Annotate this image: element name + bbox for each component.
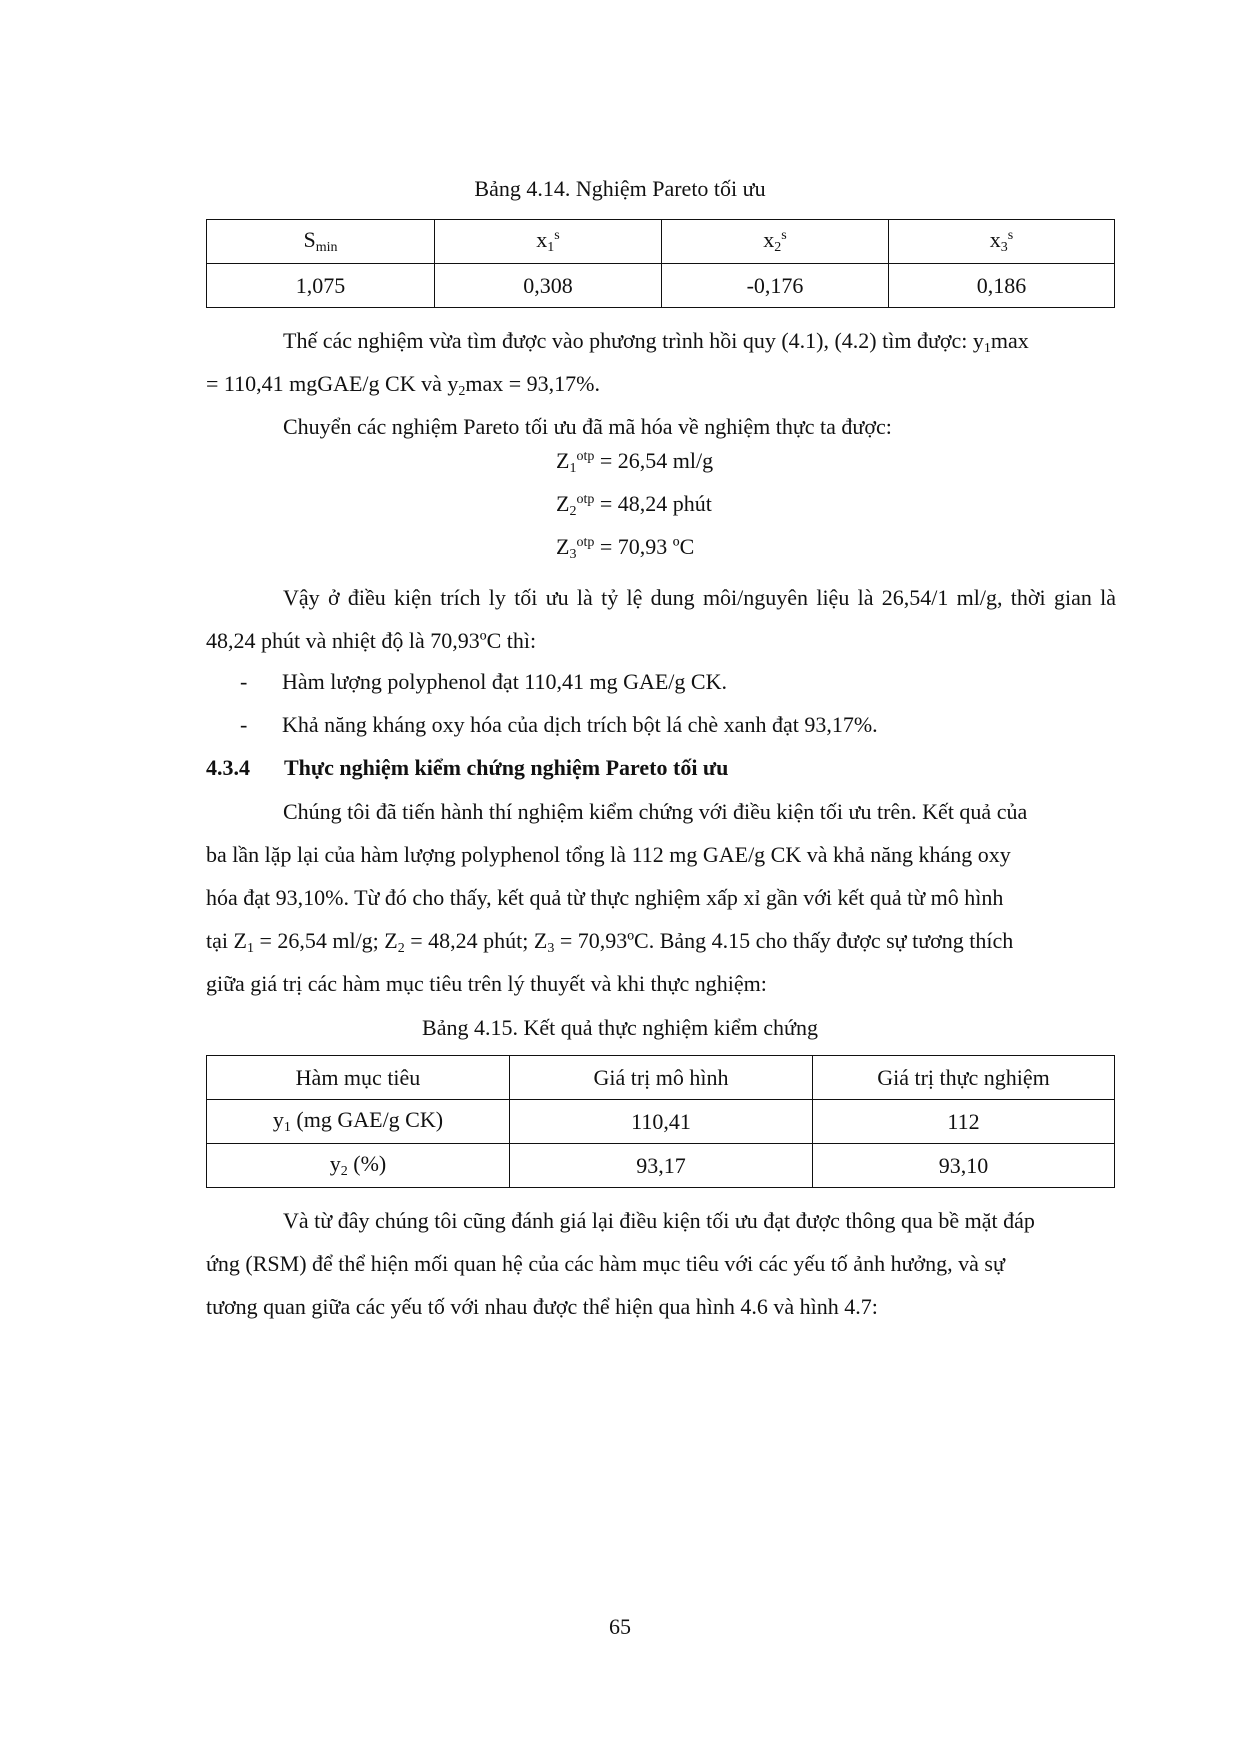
table-cell: 112	[813, 1100, 1115, 1144]
header-smin: $S_{min}$	[207, 220, 435, 264]
table-cell: -0,176	[662, 264, 889, 308]
header-x3s: $x_3^s$	[889, 220, 1115, 264]
bullet-marker: -	[240, 712, 248, 737]
table-row	[207, 1144, 1115, 1188]
table-cell: 0,308	[435, 264, 662, 308]
verification-table	[206, 1055, 1115, 1188]
table-row	[207, 1100, 1115, 1144]
para5-line: Và từ đây chúng tôi cũng đánh giá lại điều kiện tối ưu đạt được thông qua bề mặt đáp	[283, 1208, 1035, 1233]
para1-line1: Thế các nghiệm vừa tìm được vào phương trình hồi quy (4.1), (4.2) tìm được: $y_1\max$	[283, 328, 1029, 356]
table-header-row	[207, 1056, 1115, 1100]
pareto-table	[206, 219, 1115, 308]
table-cell: 110,41	[510, 1100, 813, 1144]
table-cell: 1,075	[207, 264, 435, 308]
para3: Vậy ở điều kiện trích ly tối ưu là tỷ lệ dung môi/nguyên liệu là 26,54/1 ml/g, thời gian là 48,24 phút và nhiệt độ là 70,93ºC thì:	[206, 585, 1116, 653]
para5-line: tương quan giữa các yếu tố với nhau được thể hiện qua hình 4.6 và hình 4.7:	[206, 1294, 878, 1319]
para1-line2: = 110,41 mgGAE/g CK và $y_2\max = 93,17\%$.	[206, 371, 600, 399]
equation-z2: $Z_2^{otp} = 48,24$ phút	[556, 491, 712, 519]
table-row	[207, 264, 1115, 308]
table-header-row	[207, 220, 1115, 264]
para4-line: giữa giá trị các hàm mục tiêu trên lý thuyết và khi thực nghiệm:	[206, 971, 767, 996]
section-title: Thực nghiệm kiểm chứng nghiệm Pareto tối ưu	[284, 755, 729, 780]
table-4-15-caption: Bảng 4.15. Kết quả thực nghiệm kiểm chứng	[422, 1015, 818, 1040]
header-x1s: $x_1^s$	[435, 220, 662, 264]
para4-line: hóa đạt 93,10%. Từ đó cho thấy, kết quả từ thực nghiệm xấp xỉ gần với kết quả từ mô hình	[206, 885, 1004, 910]
bullet-item: Khả năng kháng oxy hóa của dịch trích bột lá chè xanh đạt 93,17%.	[282, 712, 878, 737]
table-cell: 0,186	[889, 264, 1115, 308]
para2: Chuyển các nghiệm Pareto tối ưu đã mã hóa về nghiệm thực ta được:	[283, 414, 892, 439]
bullet-item: Hàm lượng polyphenol đạt 110,41 mg GAE/g CK.	[282, 669, 727, 694]
equation-z1: $Z_1^{otp} = 26,54$ ml/g	[556, 448, 714, 476]
header-x2s: $x_2^s$	[662, 220, 889, 264]
table-cell: $y_1$ (mg GAE/g CK)	[207, 1100, 510, 1144]
para4-line: tại $Z_1 = 26,54$ ml/g; $Z_2 = 48,24$ phút; $Z_3$ = 70,93ºC. Bảng 4.15 cho thấy được sự tương thích	[206, 928, 1014, 956]
section-heading	[206, 755, 728, 781]
page-number: 65	[609, 1614, 631, 1639]
table-cell: $y_2$ (%)	[207, 1144, 510, 1188]
para4-line: ba lần lặp lại của hàm lượng polyphenol tổng là 112 mg GAE/g CK và khả năng kháng oxy	[206, 842, 1011, 867]
table-cell: 93,17	[510, 1144, 813, 1188]
table-header: Giá trị thực nghiệm	[813, 1056, 1115, 1100]
equation-z3: $Z_3^{otp} = 70,93$ ºC	[556, 534, 695, 562]
para4-line: Chúng tôi đã tiến hành thí nghiệm kiểm chứng với điều kiện tối ưu trên. Kết quả của	[283, 799, 1028, 824]
table-cell: 93,10	[813, 1144, 1115, 1188]
section-number: 4.3.4	[206, 755, 250, 780]
table-header: Hàm mục tiêu	[207, 1056, 510, 1100]
table-header: Giá trị mô hình	[510, 1056, 813, 1100]
table-4-14-caption: Bảng 4.14. Nghiệm Pareto tối ưu	[474, 176, 766, 201]
bullet-marker: -	[240, 669, 248, 694]
para5-line: ứng (RSM) để thể hiện mối quan hệ của các hàm mục tiêu với các yếu tố ảnh hưởng, và sự	[206, 1251, 1005, 1276]
